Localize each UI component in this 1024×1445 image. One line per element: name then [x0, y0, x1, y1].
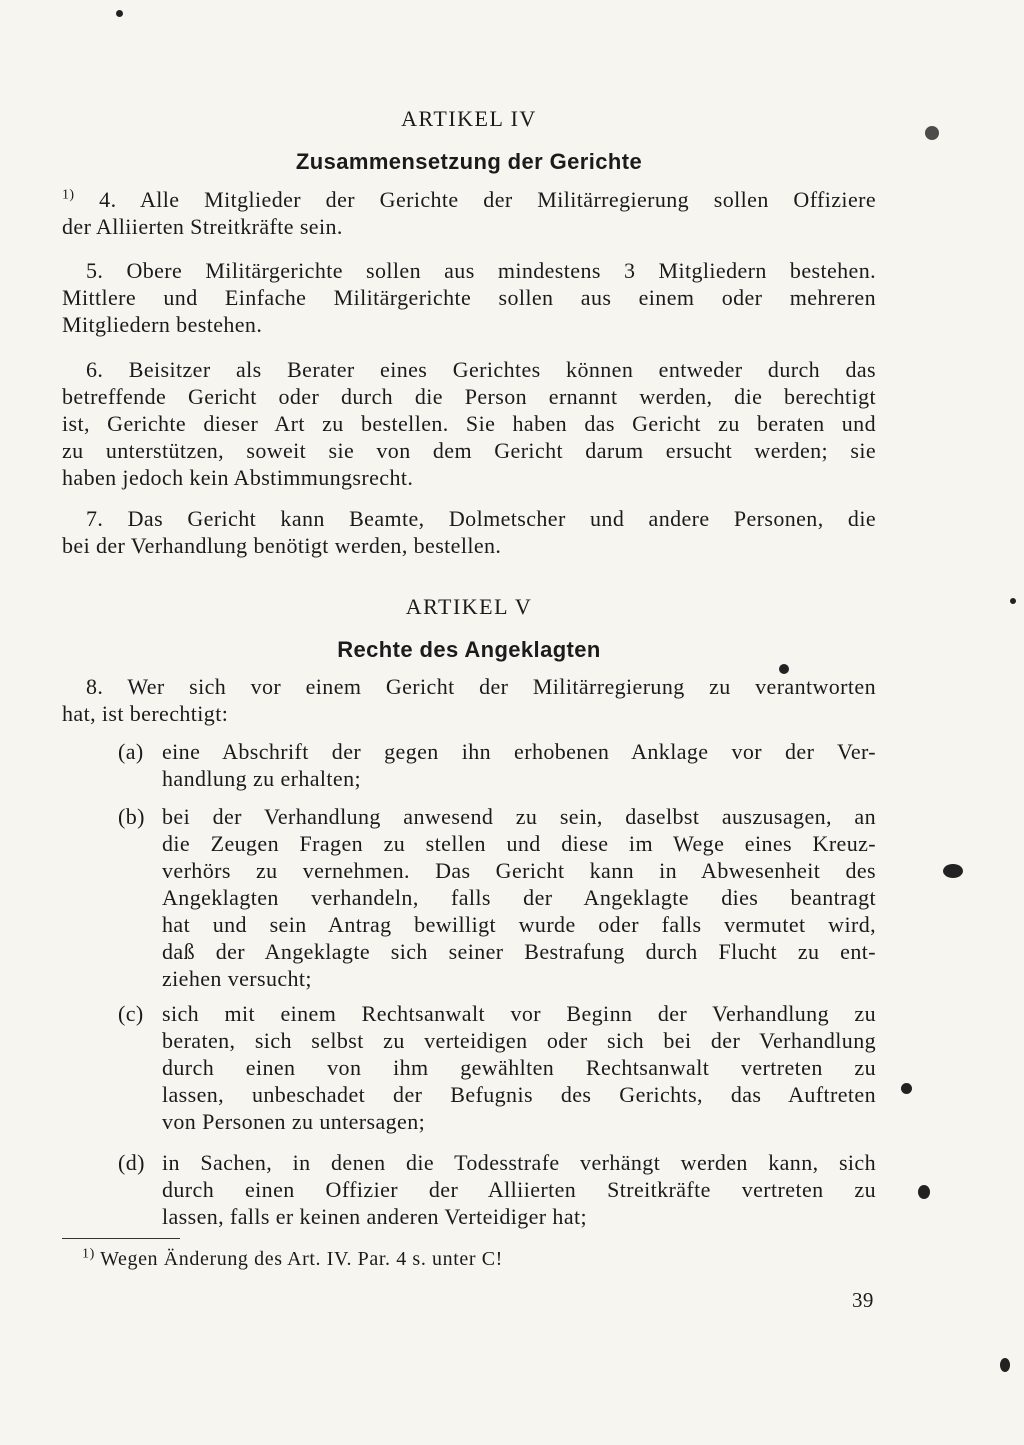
list-item-line: lassen, falls er keinen anderen Verteidiger hat; — [162, 1204, 588, 1229]
list-item-line: verhörs zu vernehmen. Das Gericht kann in Abwesenheit des — [162, 858, 876, 883]
paragraph-4-line-2: der Alliierten Streitkräfte sein. — [62, 214, 343, 239]
list-item-line: in Sachen, in denen die Todesstrafe verhängt werden kann, sich — [162, 1150, 876, 1175]
list-item-line: lassen, unbeschadet der Befugnis des Gerichts, das Auftreten — [162, 1082, 876, 1107]
scan-speck — [918, 1185, 930, 1199]
list-item-body — [162, 1149, 876, 1230]
paragraph-7-line-1: 7. Das Gericht kann Beamte, Dolmetscher und andere Personen, die — [86, 506, 876, 531]
list-item-line: sich mit einem Rechtsanwalt vor Beginn der Verhandlung zu — [162, 1001, 876, 1026]
paragraph-5-line-2: Mittlere und Einfache Militärgerichte sollen aus einem oder mehreren — [62, 285, 876, 310]
list-item-label: (c) — [118, 1001, 144, 1026]
paragraph-4-line-1: 4. Alle Mitglieder der Gerichte der Militärregierung sollen Offiziere — [99, 187, 876, 212]
article-v-heading: ARTIKEL V — [405, 594, 533, 619]
list-item-line: durch einen von ihm gewählten Rechtsanwalt vertreten zu — [162, 1055, 876, 1080]
scan-speck — [779, 664, 789, 674]
paragraph-6 — [62, 356, 876, 491]
list-item-line: die Zeugen Fragen zu stellen und diese im Wege eines Kreuz- — [162, 831, 876, 856]
list-item-body — [162, 803, 876, 992]
article-v-subheading: Rechte des Angeklagten — [337, 637, 601, 662]
paragraph-4 — [62, 186, 876, 240]
footnote-marker: 1) — [82, 1246, 95, 1262]
list-item-line: beraten, sich selbst zu verteidigen oder sich bei der Verhandlung — [162, 1028, 876, 1053]
paragraph-7-line-2: bei der Verhandlung benötigt werden, bestellen. — [62, 533, 502, 558]
list-item-line: hat und sein Antrag bewilligt wurde oder falls vermutet wird, — [162, 912, 876, 937]
footnote-divider — [62, 1238, 180, 1239]
list-item-label: (a) — [118, 739, 144, 764]
scan-speck — [901, 1083, 912, 1094]
article-iv-subheading: Zusammensetzung der Gerichte — [295, 149, 643, 174]
list-item-label: (d) — [118, 1150, 145, 1175]
footnote — [82, 1246, 503, 1273]
scan-speck — [1010, 598, 1016, 604]
list-item-line: ziehen versucht; — [162, 966, 312, 991]
list-item-line: Angeklagten verhandeln, falls der Angeklagte dies beantragt — [162, 885, 876, 910]
list-item-line: handlung zu erhalten; — [162, 766, 361, 791]
paragraph-8-line-1: 8. Wer sich vor einem Gericht der Militärregierung zu verantworten — [86, 674, 876, 699]
footnote-ref-marker: 1) — [62, 187, 75, 203]
paragraph-6-line-4: zu unterstützen, soweit sie von dem Gericht darum ersucht werden; sie — [62, 438, 876, 463]
list-item-line: eine Abschrift der gegen ihn erhobenen Anklage vor der Ver- — [162, 739, 876, 764]
list-item-body — [162, 1000, 876, 1135]
scan-speck — [116, 10, 123, 17]
scan-speck — [943, 864, 963, 878]
scan-speck — [1000, 1358, 1010, 1372]
paragraph-6-line-2: betreffende Gericht oder durch die Person ernannt werden, die berechtigt — [62, 384, 876, 409]
scan-speck — [925, 126, 939, 140]
paragraph-8-line-2: hat, ist berechtigt: — [62, 701, 229, 726]
paragraph-5-line-1: 5. Obere Militärgerichte sollen aus mindestens 3 Mitgliedern bestehen. — [86, 258, 876, 283]
list-item-line: daß der Angeklagte sich seiner Bestrafung durch Flucht zu ent- — [162, 939, 876, 964]
paragraph-7 — [62, 505, 876, 559]
paragraph-6-line-5: haben jedoch kein Abstimmungsrecht. — [62, 465, 414, 490]
paragraph-5-line-3: Mitgliedern bestehen. — [62, 312, 263, 337]
paragraph-5 — [62, 257, 876, 338]
paragraph-6-line-1: 6. Beisitzer als Berater eines Gerichtes können entweder durch das — [86, 357, 876, 382]
article-iv-heading: ARTIKEL IV — [401, 106, 537, 131]
list-item-line: von Personen zu untersagen; — [162, 1109, 426, 1134]
document-page — [62, 0, 876, 1445]
list-item-body — [162, 738, 876, 792]
page-number: 39 — [852, 1288, 874, 1312]
footnote-text: Wegen Änderung des Art. IV. Par. 4 s. unter C! — [100, 1248, 503, 1270]
list-item-label: (b) — [118, 804, 145, 829]
paragraph-8 — [62, 673, 876, 727]
list-item-line: bei der Verhandlung anwesend zu sein, daselbst auszusagen, an — [162, 804, 876, 829]
list-item-line: durch einen Offizier der Alliierten Streitkräfte vertreten zu — [162, 1177, 876, 1202]
paragraph-6-line-3: ist, Gerichte dieser Art zu bestellen. Sie haben das Gericht zu beraten und — [62, 411, 876, 436]
